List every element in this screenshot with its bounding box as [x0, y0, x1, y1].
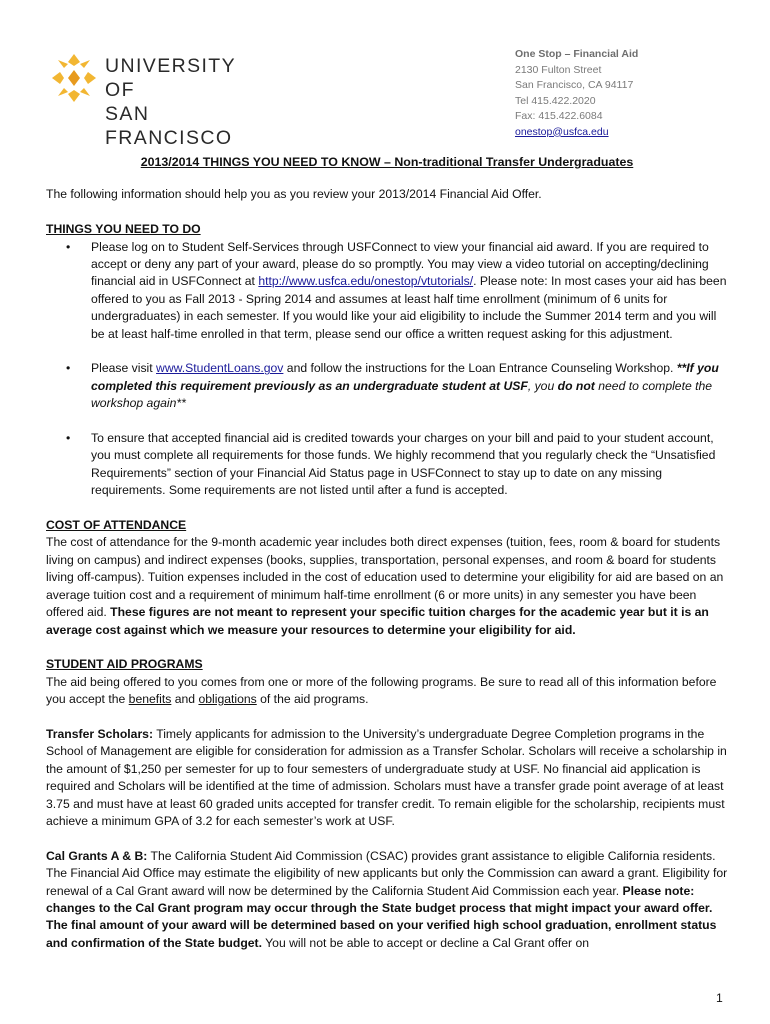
- sap-body: The aid being offered to you comes from one or more of the following programs. Be sure to read all of this information before you accept the: [46, 674, 717, 707]
- calgrant-label: Cal Grants A & B:: [46, 848, 148, 863]
- page-title: 2013/2014 THINGS YOU NEED TO KNOW – Non-traditional Transfer Undergraduates: [140, 155, 634, 169]
- coa-text: [46, 534, 728, 638]
- transfer-scholars-paragraph: [46, 726, 728, 830]
- bullet-2-emph-1: **If you completed this requirement previously as an undergraduate student at: [91, 361, 719, 393]
- transfer-label: Transfer Scholars:: [46, 726, 154, 741]
- bullet-icon: •: [66, 361, 71, 376]
- list-item: [46, 239, 728, 343]
- page-number: 1: [716, 991, 723, 1005]
- bullet-1-text-end: . Please note: In most cases your aid has been offered to you as Fall 2013 - Spring 2014 and assumes at least half time enrollment (minimum of 6 units for undergraduates) in each semester. If you would like your aid eligibility to include the Summer 2014 term and you will be at least half-time enrolled in that term, please send our office a written request asking for this adjustment.: [91, 274, 727, 341]
- and-text: and: [171, 692, 199, 707]
- bullet-2-text-mid: and follow the instructions for the Loan Entrance Counseling Workshop.: [283, 361, 677, 376]
- obligations-text: obligations: [198, 692, 257, 707]
- bullet-3-text: To ensure that accepted financial aid is credited towards your charges on your bill and paid to your student account, you must complete all requirements for those funds. We highly recommend that you regularly check the “Unsatisfied Requirements” section of your Financial Aid Status page in USFConnect to stay up to date on any missing requirements. Some requirements are not listed until after a fund is accepted.: [91, 431, 716, 498]
- calgrant-bold: Please note: changes to the Cal Grant program may occur through the State budget process that might impact your award offer. The final amount of your award will be determined based on your verified high school graduation, enrollment status and confirmation of the State budget.: [46, 883, 717, 950]
- bullet-2-usf: USF: [503, 378, 528, 393]
- calgrant-tail: You will not be able to accept or decline a Cal Grant offer on: [262, 935, 590, 950]
- logo-line-2: SAN FRANCISCO: [105, 103, 233, 149]
- phone-number: Tel 415.422.2020: [515, 94, 596, 107]
- bullet-1-text: Please log on to Student Self-Services through USFConnect to view your financial aid award. If you are required to accept or deny any part of your award, please do so promptly. You may view a video tutorial on accepting/declining financial aid in USFConnect at: [91, 239, 709, 289]
- email-link[interactable]: onestop@usfca.edu: [515, 125, 609, 138]
- city-address: San Francisco, CA 94117: [515, 79, 634, 91]
- contact-block: [515, 47, 638, 140]
- logo-line-1: UNIVERSITY OF: [105, 55, 236, 101]
- usf-logo: [50, 52, 270, 149]
- benefits-text: benefits: [128, 692, 172, 707]
- coa-heading: COST OF ATTENDANCE: [46, 518, 187, 533]
- sap-text: [46, 674, 728, 709]
- things-heading: THINGS YOU NEED TO DO: [46, 222, 201, 237]
- calgrant-text: The California Student Aid Commission (CSAC) provides grant assistance to eligible California residents. The Financial Aid Office may estimate the eligibility of new applicants but only the Commission can award a grant. Eligibility for renewal of a Cal Grant award will now be determined by the California Student Aid Commission each year.: [46, 848, 728, 898]
- studentloans-link[interactable]: www.StudentLoans.gov: [156, 361, 284, 376]
- street-address: 2130 Fulton Street: [515, 63, 602, 76]
- vtutorials-link[interactable]: http://www.usfca.edu/onestop/vtutorials/: [258, 274, 474, 289]
- logo-wordmark: [105, 54, 270, 150]
- fax-number: Fax: 415.422.6084: [515, 110, 603, 122]
- bullet-2-emph-3: need to complete the workshop again**: [91, 378, 713, 411]
- coa-body: The cost of attendance for the 9-month academic year includes both direct expenses (tuition, fees, room & board for students living on campus) and indirect expenses (books, supplies, transportation, personal expenses, and room & board for students living off-campus). Tuition expenses included in the cost of education used to determine your eligibility for aid are based on an average tuition cost and a requirement of minimum half-time enrollment (6 or more units) in any semester you have been offered aid.: [46, 535, 724, 620]
- bullet-2-text: Please visit: [91, 361, 157, 376]
- things-list: [46, 239, 728, 500]
- usf-emblem-icon: [50, 52, 98, 104]
- sap-heading: STUDENT AID PROGRAMS: [46, 657, 203, 672]
- bullet-2-emph-2: , you: [527, 378, 558, 393]
- coa-bold: These figures are not meant to represent your specific tuition charges for the academic year but it is an average cost against which we measure your resources to determine your eligibility for aid.: [46, 605, 709, 637]
- document-body: [46, 154, 728, 952]
- sap-body-end: of the aid programs.: [256, 692, 369, 707]
- list-item: [46, 430, 728, 500]
- intro-text: The following information should help you as you review your 2013/2014 Financial Aid Offer.: [46, 187, 542, 202]
- office-name: One Stop – Financial Aid: [515, 48, 639, 60]
- bullet-icon: •: [66, 431, 71, 446]
- cal-grants-paragraph: [46, 848, 728, 952]
- bullet-2-donot: do not: [557, 378, 595, 393]
- list-item: [46, 360, 728, 412]
- bullet-icon: •: [66, 239, 71, 254]
- transfer-text: Timely applicants for admission to the University’s undergraduate Degree Completion programs in the School of Management are eligible for consideration for admission as a Transfer Scholar. Scholars will receive a scholarship in the amount of $1,250 per semester for up to four semesters of undergraduate study at USF. No financial aid application is required and Scholars will be identified at the time of admission. Scholars must have a transfer grade point average of at least 3.75 and must have at least 60 graded units accepted for transfer credit. To remain eligible for the scholarship, recipients must achieve a minimum GPA of 3.2 for each semester’s work at USF.: [46, 726, 727, 828]
